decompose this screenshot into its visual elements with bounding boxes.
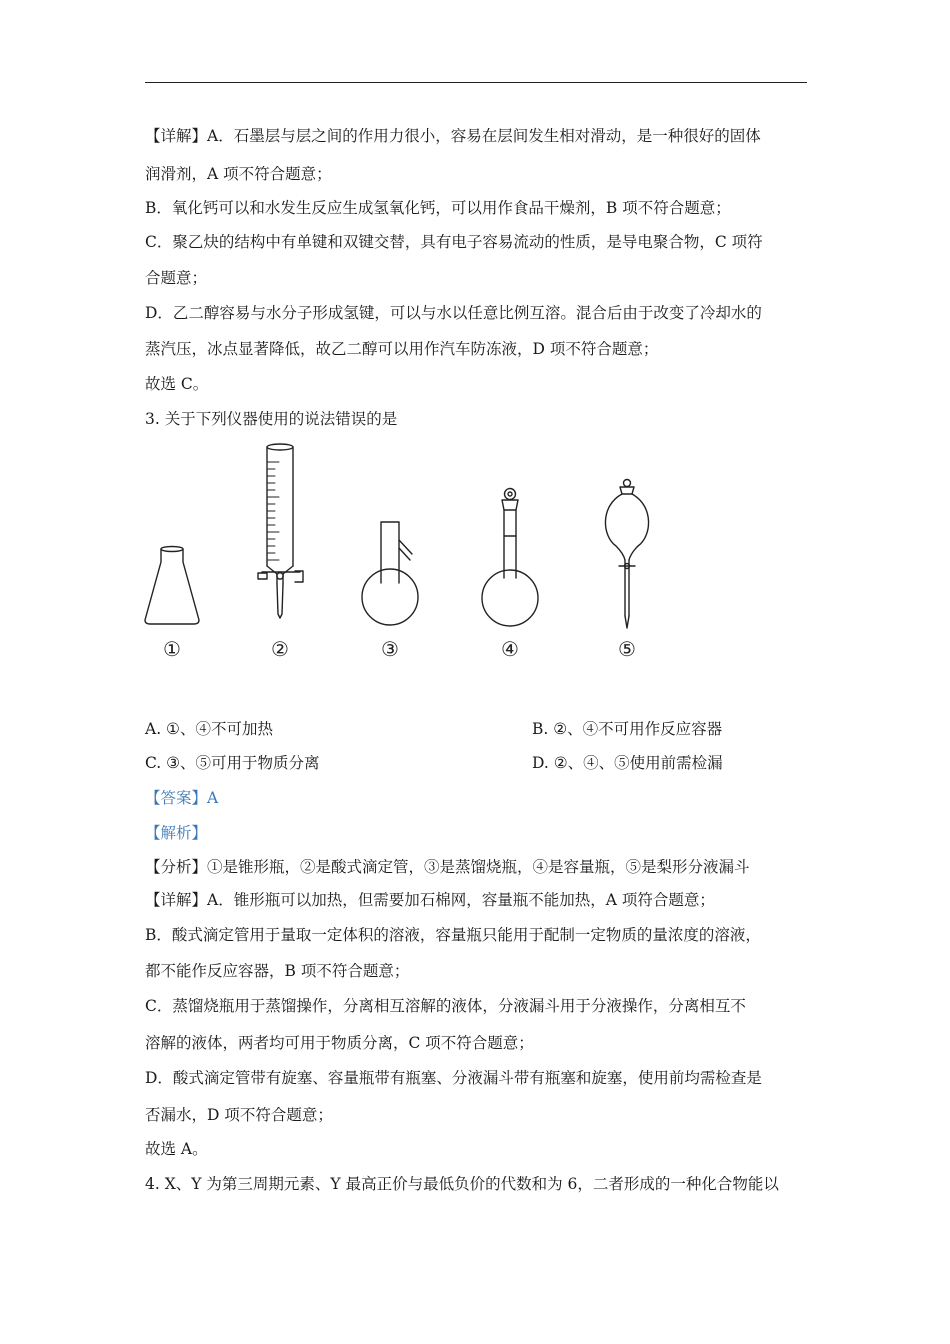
q2-detail-line-3: B．氧化钙可以和水发生反应生成氢氧化钙，可以用作食品干燥剂，B 项不符合题意；: [145, 199, 731, 217]
option-b: B. ②、④不可用作反应容器: [532, 720, 723, 738]
q2-detail-line-5: 合题意；: [145, 269, 208, 287]
q2-conclusion: 故选 C。: [145, 375, 209, 393]
q2-detail-line-4: C．聚乙炔的结构中有单键和双键交替，具有电子容易流动的性质，是导电聚合物，C 项符: [145, 233, 763, 251]
distillation-flask-icon: [362, 522, 418, 625]
q3-stem: 3. 关于下列仪器使用的说法错误的是: [145, 410, 398, 428]
q3-detail-line-6: D．酸式滴定管带有旋塞、容量瓶带有瓶塞、分液漏斗带有瓶塞和旋塞，使用前均需检查是: [145, 1069, 762, 1087]
q3-detail-line-2: B．酸式滴定管用于量取一定体积的溶液，容量瓶只能用于配制一定物质的量浓度的溶液，: [145, 926, 761, 944]
analysis-line: 【分析】①是锥形瓶，②是酸式滴定管，③是蒸馏烧瓶，④是容量瓶，⑤是梨形分液漏斗: [145, 858, 750, 876]
q3-detail-line-5: 溶解的液体，两者均可用于物质分离，C 项不符合题意；: [145, 1034, 534, 1052]
q3-detail-line-3: 都不能作反应容器，B 项不符合题意；: [145, 962, 410, 980]
q2-detail-line-6: D．乙二醇容易与水分子形成氢键，可以与水以任意比例互溶。混合后由于改变了冷却水的: [145, 304, 762, 322]
separatory-funnel-icon: [605, 480, 648, 629]
analysis-heading: 【解析】: [145, 824, 208, 842]
option-d: D. ②、④、⑤使用前需检漏: [532, 754, 723, 772]
q3-detail-line-7: 否漏水，D 项不符合题意；: [145, 1106, 333, 1124]
q3-detail-line-1: 【详解】A．锥形瓶可以加热，但需要加石棉网，容量瓶不能加热，A 项符合题意；: [145, 891, 715, 909]
q3-conclusion: 故选 A。: [145, 1140, 208, 1158]
volumetric-flask-icon: [482, 489, 538, 627]
q4-stem: 4. X、Y 为第三周期元素、Y 最高正价与最低负价的代数和为 6，二者形成的一种化合物能以: [145, 1175, 779, 1193]
q2-detail-line-1: 【详解】A．石墨层与层之间的作用力很小，容易在层间发生相对滑动，是一种很好的固体: [145, 127, 761, 145]
answer-line: 【答案】A: [145, 789, 219, 807]
header-rule: [145, 82, 807, 83]
label-3: ③: [381, 637, 399, 661]
acid-burette-icon: [258, 444, 303, 618]
label-1: ①: [163, 637, 181, 661]
apparatus-figure: [140, 438, 660, 670]
option-a: A. ①、④不可加热: [145, 720, 273, 738]
label-2: ②: [271, 637, 289, 661]
label-5: ⑤: [618, 637, 636, 661]
q2-detail-line-7: 蒸汽压，冰点显著降低，故乙二醇可以用作汽车防冻液，D 项不符合题意；: [145, 340, 659, 358]
option-c: C. ③、⑤可用于物质分离: [145, 754, 320, 772]
q2-detail-line-2: 润滑剂，A 项不符合题意；: [145, 165, 332, 183]
conical-flask-icon: [145, 547, 199, 625]
q3-detail-line-4: C．蒸馏烧瓶用于蒸馏操作，分离相互溶解的液体，分液漏斗用于分液操作，分离相互不: [145, 997, 746, 1015]
label-4: ④: [501, 637, 519, 661]
